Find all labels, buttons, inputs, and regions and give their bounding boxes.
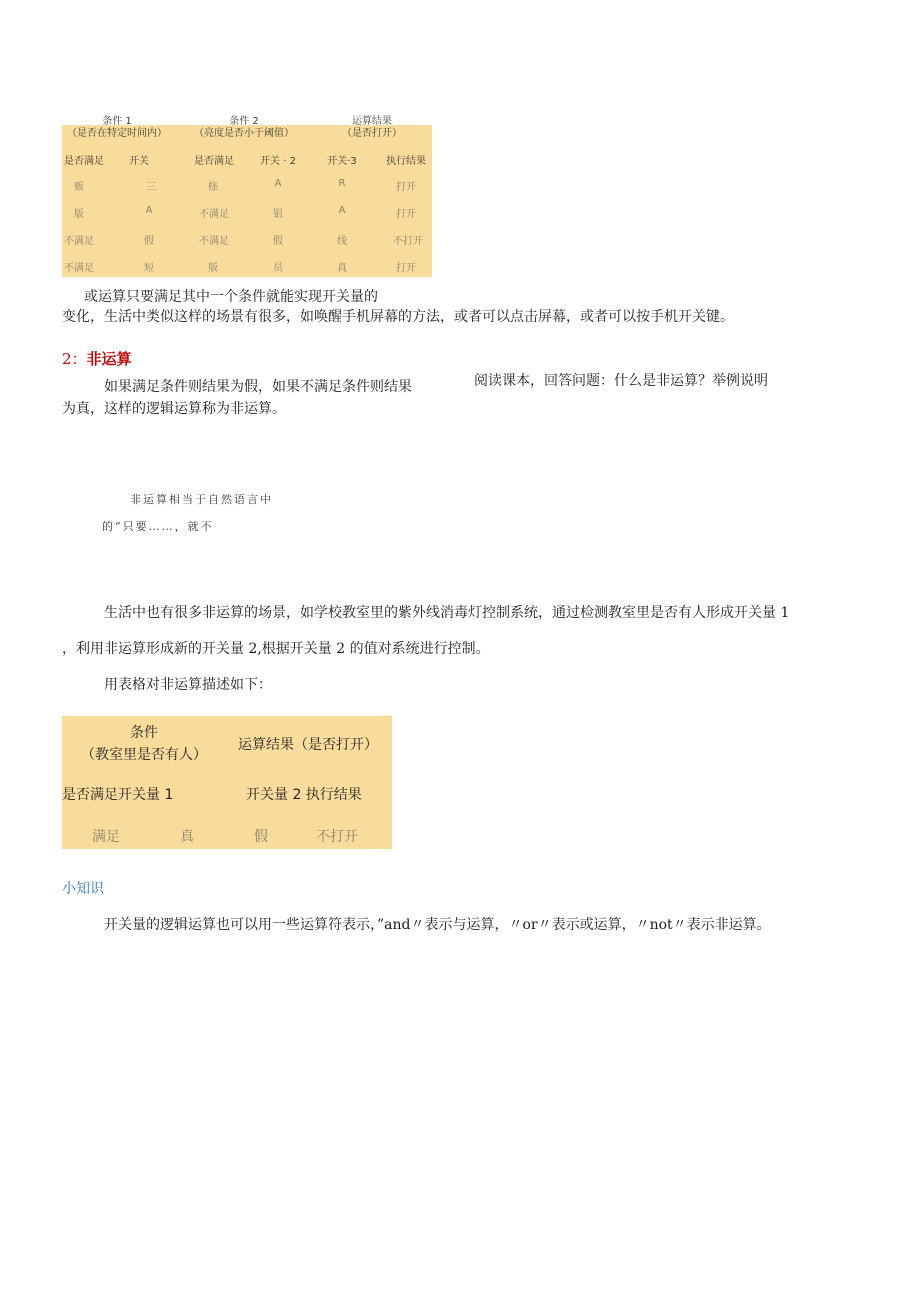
or-paragraph-line-1: 或运算只要满足其中一个条件就能实现开关量的 [84, 289, 378, 305]
or-header-3-title: 运算结果 [352, 116, 392, 127]
or-cell: 不打开 [393, 236, 423, 247]
not-example-line-2: ，利用非运算形成新的开关量 2,根据开关量 2 的值对系统进行控制。 [62, 641, 490, 657]
not-definition-line-1: 如果满足条件则结果为假，如果不满足条件则结果 [104, 379, 412, 395]
or-col-satisfied-2: 是否满足 [194, 156, 234, 167]
not-col-switch-1 [62, 784, 173, 806]
or-cell: 不满足 [199, 236, 229, 247]
not-cell-switch-2: 假 [254, 829, 268, 845]
not-col-switch-2-label: 开关量 2 执行结果 [246, 787, 362, 803]
or-col-result: 执行结果 [386, 156, 426, 167]
or-cell: R [338, 178, 346, 189]
or-header-1-title: 条件 1 [102, 116, 132, 127]
or-paragraph-line-2: 变化，生活中类似这样的场景有很多，如唤醒手机屏幕的方法，或者可以点击屏幕，或者可以按手机开关键。 [62, 309, 734, 325]
margin-note-line-2: 的“只要……，就不 [102, 520, 214, 533]
margin-note-line-1: 非运算相当于自然语言中 [130, 493, 273, 506]
or-cell: 不满足 [64, 236, 94, 247]
or-cell: 榇 [208, 182, 218, 193]
not-col-switch-1-label: 是否满足开关量 1 [62, 787, 174, 803]
tip-heading: 小知识 [62, 881, 104, 897]
not-header-result-label: 运算结果（是否打开） [238, 737, 378, 753]
not-header-condition-sub: （教室里是否有人） [81, 747, 207, 763]
not-header-result [228, 734, 388, 756]
not-example-line-1: 生活中也有很多非运算的场景，如学校教室里的紫外线消毒灯控制系统，通过检测教室里是否有人形成开关量 1 [104, 605, 790, 621]
or-cell: 线 [337, 236, 347, 247]
or-header-result [324, 116, 420, 140]
or-col-switch-3: 开关·3 [327, 156, 357, 167]
or-col-satisfied-1: 是否满足 [64, 156, 104, 167]
or-cell: 打开 [396, 209, 416, 220]
or-table-background [62, 125, 432, 277]
or-cell: 员 [273, 263, 283, 274]
reading-question: 阅读课本，回答问题：什么是非运算？举例说明 [474, 373, 768, 389]
not-header-condition-title: 条件 [130, 725, 158, 741]
not-header-condition [68, 722, 220, 766]
or-header-1-sub: （是否在特定时间内） [67, 128, 167, 139]
or-cell: 版 [74, 209, 84, 220]
or-cell: 假 [144, 236, 154, 247]
or-cell: 三 [146, 182, 156, 193]
section-title: 非运算 [86, 350, 132, 368]
or-cell: A [274, 178, 282, 189]
tip-text: 开关量的逻辑运算也可以用一些运算符表示，”and〃表示与运算，〃or〃表示或运算，〃not〃表示非运算。 [104, 917, 771, 933]
table-intro: 用表格对非运算描述如下： [104, 677, 272, 693]
or-cell: 短 [144, 263, 154, 274]
or-cell: 打开 [396, 263, 416, 274]
section-number: 2： [62, 350, 87, 368]
or-cell: 版 [208, 263, 218, 274]
or-cell: 打开 [396, 182, 416, 193]
or-header-condition-2 [186, 116, 302, 140]
or-cell: 不满足 [64, 263, 94, 274]
not-truth-table [62, 716, 392, 849]
not-definition-line-2: 为真，这样的逻辑运算称为非运算。 [62, 401, 286, 417]
or-col-switch-2: 开关 · 2 [260, 156, 296, 167]
or-cell: A [145, 205, 153, 216]
or-cell: 假 [273, 236, 283, 247]
or-header-condition-1 [64, 116, 170, 140]
not-cell-switch-1: 真 [180, 829, 194, 845]
not-cell-result: 不打开 [316, 829, 358, 845]
or-truth-table [62, 114, 432, 277]
or-col-switch-1: 开关 [129, 156, 149, 167]
or-header-2-sub: （亮度是否小于阈值） [194, 128, 294, 139]
not-col-switch-2 [246, 784, 362, 806]
not-cell-satisfied: 满足 [92, 829, 120, 845]
or-cell: 贩 [74, 182, 84, 193]
section-heading-not [62, 348, 132, 369]
or-cell: A [338, 205, 346, 216]
or-cell: 银 [273, 209, 283, 220]
or-cell: 不满足 [199, 209, 229, 220]
or-header-2-title: 条件 2 [229, 116, 259, 127]
or-cell: 真 [337, 263, 347, 274]
or-header-3-sub: （是否打开） [342, 128, 402, 139]
